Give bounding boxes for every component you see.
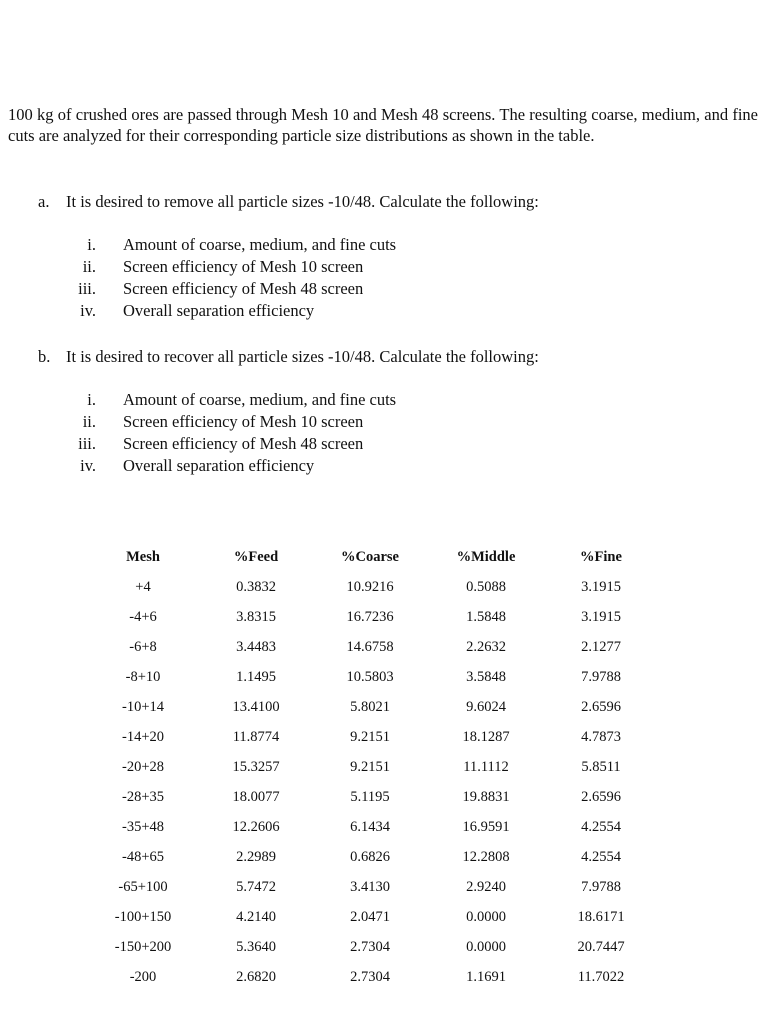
item-text: Overall separation efficiency [123,456,315,475]
mesh-cell: -35+48 [121,818,164,835]
feed-cell: 2.2989 [236,848,276,865]
part-a-prompt [38,191,539,212]
mesh-cell: -4+6 [129,608,157,625]
coarse-cell: 14.6758 [346,638,394,655]
feed-cell: 13.4100 [232,698,280,715]
table-row [88,662,656,692]
part-a-list [66,234,396,322]
table-row [88,782,656,812]
coarse-cell: 9.2151 [350,728,390,745]
part-b-list [66,389,396,477]
coarse-cell: 2.7304 [350,968,390,985]
col-middle-header: %Middle [456,548,516,565]
coarse-cell: 9.2151 [350,758,390,775]
item-text: Amount of coarse, medium, and fine cuts [123,235,397,254]
feed-cell: 3.4483 [236,638,276,655]
table-row [88,872,656,902]
part-b-item [66,389,396,411]
problem-intro: 100 kg of crushed ores are passed through Mesh 10 and Mesh 48 screens. The resulting coarse, medium, and fine cuts are analyzed for their corresponding particle size distributions as shown in the table. [8,105,758,145]
feed-cell: 12.2606 [232,818,280,835]
middle-cell: 11.1112 [463,758,509,775]
coarse-cell: 2.0471 [350,908,390,925]
item-number: i. [87,390,96,409]
feed-cell: 4.2140 [236,908,276,925]
fine-cell: 2.6596 [581,788,621,805]
fine-cell: 11.7022 [577,968,625,985]
feed-cell: 1.1495 [236,668,276,685]
item-number: i. [87,235,96,254]
mesh-cell: -150+200 [114,938,172,955]
item-text: Amount of coarse, medium, and fine cuts [123,390,397,409]
middle-cell: 19.8831 [462,788,510,805]
feed-cell: 11.8774 [232,728,280,745]
item-number: iv. [80,456,96,475]
feed-cell: 18.0077 [232,788,280,805]
fine-cell: 2.6596 [581,698,621,715]
feed-cell: 5.3640 [236,938,276,955]
table-row [88,692,656,722]
feed-cell: 3.8315 [236,608,276,625]
table-row [88,632,656,662]
fine-cell: 3.1915 [581,608,621,625]
middle-cell: 9.6024 [466,698,506,715]
fine-cell: 4.2554 [581,818,621,835]
coarse-cell: 0.6826 [350,848,390,865]
table-row [88,752,656,782]
coarse-cell: 16.7236 [346,608,394,625]
middle-cell: 2.9240 [466,878,506,895]
coarse-cell: 6.1434 [350,818,390,835]
part-b-text: It is desired to recover all particle sizes -10/48. Calculate the following: [66,347,539,366]
mesh-cell: -20+28 [121,758,164,775]
part-a-item [66,278,396,300]
part-b-item [66,433,396,455]
feed-cell: 15.3257 [232,758,280,775]
middle-cell: 12.2808 [462,848,510,865]
table-row [88,902,656,932]
part-a-item [66,234,396,256]
fine-cell: 4.2554 [581,848,621,865]
table-header-row [88,542,656,572]
mesh-cell: +4 [135,578,151,595]
table-row [88,602,656,632]
fine-cell: 4.7873 [581,728,621,745]
item-text: Screen efficiency of Mesh 48 screen [123,434,364,453]
part-a-letter: a. [38,192,50,211]
fine-cell: 7.9788 [581,878,621,895]
item-number: ii. [82,412,96,431]
fine-cell: 5.8511 [581,758,621,775]
feed-cell: 0.3832 [236,578,276,595]
item-number: iii. [78,279,96,298]
part-b-item [66,455,396,477]
item-number: ii. [82,257,96,276]
mesh-cell: -6+8 [129,638,157,655]
middle-cell: 18.1287 [462,728,510,745]
mesh-cell: -14+20 [121,728,164,745]
fine-cell: 3.1915 [581,578,621,595]
coarse-cell: 5.8021 [350,698,390,715]
coarse-cell: 10.5803 [346,668,394,685]
col-fine-header: %Fine [580,548,622,565]
middle-cell: 0.0000 [466,938,506,955]
table-row [88,842,656,872]
item-number: iv. [80,301,96,320]
mesh-cell: -48+65 [121,848,164,865]
mesh-cell: -65+100 [118,878,168,895]
part-a-item [66,256,396,278]
part-b-item [66,411,396,433]
mesh-cell: -8+10 [125,668,161,685]
mesh-cell: -200 [129,968,157,985]
col-feed-header: %Feed [233,548,279,565]
part-a-text: It is desired to remove all particle sizes -10/48. Calculate the following: [66,192,539,211]
part-b-letter: b. [38,347,51,366]
col-coarse-header: %Coarse [341,548,399,565]
item-text: Screen efficiency of Mesh 10 screen [123,257,364,276]
item-text: Screen efficiency of Mesh 48 screen [123,279,364,298]
middle-cell: 0.0000 [466,908,506,925]
coarse-cell: 3.4130 [350,878,390,895]
table-row [88,962,656,992]
feed-cell: 2.6820 [236,968,276,985]
middle-cell: 1.1691 [466,968,506,985]
part-a-item [66,300,396,322]
mesh-cell: -10+14 [121,698,164,715]
item-text: Overall separation efficiency [123,301,315,320]
middle-cell: 2.2632 [466,638,506,655]
coarse-cell: 5.1195 [350,788,390,805]
fine-cell: 20.7447 [577,938,625,955]
coarse-cell: 10.9216 [346,578,394,595]
mesh-cell: -28+35 [121,788,164,805]
item-number: iii. [78,434,96,453]
fine-cell: 2.1277 [581,638,621,655]
part-b-prompt [38,346,539,367]
fine-cell: 18.6171 [577,908,625,925]
table-row [88,812,656,842]
table-row [88,722,656,752]
fine-cell: 7.9788 [581,668,621,685]
item-text: Screen efficiency of Mesh 10 screen [123,412,364,431]
table-row [88,572,656,602]
particle-size-table [88,542,656,992]
table-row [88,932,656,962]
middle-cell: 3.5848 [466,668,506,685]
feed-cell: 5.7472 [236,878,276,895]
coarse-cell: 2.7304 [350,938,390,955]
middle-cell: 16.9591 [462,818,510,835]
mesh-cell: -100+150 [114,908,172,925]
middle-cell: 0.5088 [466,578,506,595]
col-mesh-header: Mesh [126,548,160,565]
middle-cell: 1.5848 [466,608,506,625]
